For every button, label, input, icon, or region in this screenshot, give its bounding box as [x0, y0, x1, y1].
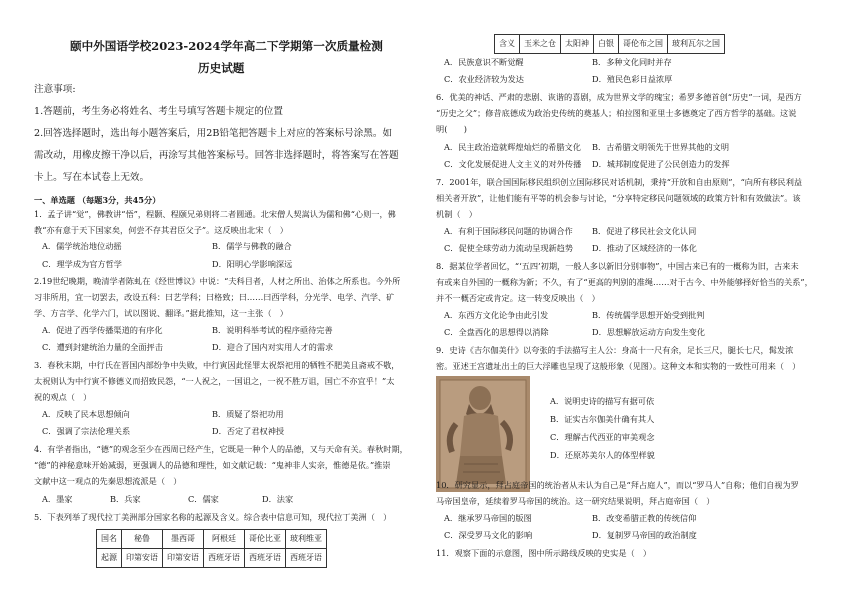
q7-option-c: C．促使全球劳动力流动呈现新趋势	[444, 243, 574, 253]
q1-line1: 1．孟子讲“觉”，佛教讲“悟”，程颢、程颐兄弟则将二者圆通。北宋僧人契嵩认为儒和佛“心则一，佛	[34, 209, 396, 219]
q10-option-c: C．深受罗马文化的影响	[444, 530, 533, 540]
q1-line2: 教“亦有意于天下国家矣，何尝不存其君臣父子”。这反映出北宋（ ）	[34, 225, 288, 235]
q4-option-d: D．法家	[262, 494, 294, 504]
q9-option-c: C．理解古代西亚的审美观念	[550, 432, 655, 442]
note-2-line1: 2.回答选择题时，选出每小题答案后，用2B铅笔把答题卡上对应的答案标号涂黑。如	[34, 128, 393, 139]
q3-option-b: B．质疑了祭祀功用	[212, 409, 284, 419]
q2-option-a: A．促进了西学传播渠道的有序化	[42, 325, 163, 335]
note-2-line3: 卡上。写在本试卷上无效。	[34, 172, 150, 183]
q4-line1: 4．有学者指出，“德”的观念至少在西周已经产生，它既是一种个人的品德，又与天命有关。春秋时期，	[34, 444, 408, 454]
q6-line1: 6．优美的神话、严肃的悲剧、诙谐的喜剧，成为世界文学的瑰宝；希罗多德首创“历史”一词，是西方	[436, 92, 802, 102]
table-cell: 西班牙语	[286, 549, 327, 568]
table-cell: 玻利瓦尔之国	[668, 35, 725, 54]
q3-line2: 太祝则认为中行寅不修德义而招致民怨，“一人祝之，一国诅之，一祝不胜万诅，国亡不亦宜乎！”太	[34, 376, 395, 386]
note-1: 1.答题前，考生务必将姓名、考生号填写答题卡规定的位置	[34, 106, 283, 117]
country-name-table	[96, 529, 327, 568]
q9-line1: 9．史诗《吉尔伽美什》以夸张的手法描写主人公：身高十一尺有余，足长三尺，腿长七尺，髯发浓	[436, 345, 794, 355]
q7-line2: 相关者开放”，让他们能有平等的机会参与讨论，“分享特定移民问题领域的政策方针和有效做法”。该	[436, 193, 801, 203]
q5-option-d: D．殖民色彩日益浓厚	[592, 74, 673, 84]
q1-option-c: C．理学成为官方哲学	[42, 259, 122, 269]
q2-option-b: B．说明科举考试的程序亟待完善	[212, 325, 333, 335]
q6-option-a: A．民主政治造就辉煌灿烂的希腊文化	[444, 142, 581, 152]
section-title: 一、单选题 （每题3分，共45分）	[34, 195, 161, 205]
table-cell: 国名	[97, 530, 122, 549]
q1-option-d: D．阳明心学影响深远	[212, 259, 293, 269]
q5-line1: 5．下表列举了现代拉丁美洲部分国家名称的起源及含义。综合表中信息可知，现代拉丁美洲（ ）	[34, 512, 392, 522]
q8-option-d: D．思想解放运动方向发生变化	[592, 327, 706, 337]
q8-option-a: A．东西方文化论争由此引发	[444, 310, 549, 320]
table-cell: 哥伦布之国	[619, 35, 668, 54]
q6-line3: 明( )	[436, 124, 467, 134]
table-row	[97, 530, 327, 549]
q4-line3: 文献中这一观点的先秦思想流派是（ ）	[34, 476, 182, 486]
q2-line2: 习非所用，宜一切罢去，改设五科：曰艺学科；曰格致；曰……曰西学科，分光学、电学、汽学、矿	[34, 292, 395, 302]
q10-option-a: A．继承罗马帝国的版图	[444, 513, 532, 523]
q8-line3: 并不一概否定或肯定。这一转变反映出（ ）	[436, 293, 600, 303]
table-row	[97, 549, 327, 568]
q9-option-a: A．说明史诗的描写有据可依	[550, 396, 655, 406]
q10-line1: 10．研究显示，拜占庭帝国的统治者从未认为自己是“拜占庭人”，而以“罗马人”自称；他们自视为罗	[436, 480, 799, 490]
q10-line2: 马帝国皇帝，延续着罗马帝国的统治。这一研究结果说明，拜占庭帝国（ ）	[436, 496, 715, 506]
q7-option-a: A．有利于国际移民问题的协调合作	[444, 226, 573, 236]
table-cell: 玉米之仓	[520, 35, 561, 54]
table-cell: 印第安语	[163, 549, 204, 568]
q7-option-b: B．促进了移民社会文化认同	[592, 226, 697, 236]
table-cell: 阿根廷	[204, 530, 245, 549]
table-cell: 西班牙语	[245, 549, 286, 568]
notes-heading: 注意事项:	[34, 84, 76, 95]
q4-option-c: C．儒家	[188, 494, 219, 504]
table-row	[495, 35, 725, 54]
q3-line3: 祝的观点（ ）	[34, 392, 92, 402]
q9-option-d: D．还原苏美尔人的体型样貌	[550, 450, 655, 460]
table-cell: 玻利维亚	[286, 530, 327, 549]
q2-line1: 2.19世纪晚期，晚清学者陈虬在《经世博议》中说：“夫科目者，人材之所出、治体之所系也。今外所	[34, 276, 401, 286]
q4-option-b: B．兵家	[110, 494, 141, 504]
table-cell: 哥伦比亚	[245, 530, 286, 549]
q4-line2: “德”的神秘意味开始减弱，更强调人的品德和理性，如文献记载：“鬼神非人实亲，惟德是依。”推崇	[34, 460, 391, 470]
q6-option-d: D．城邦制度促进了公民创造力的发挥	[592, 159, 730, 169]
q4-option-a: A．墨家	[42, 494, 73, 504]
q11-line1: 11．观察下面的示意图，图中所示路线反映的史实是（ ）	[436, 548, 652, 558]
table-cell: 白银	[594, 35, 619, 54]
q5-option-a: A．民族意识不断觉醒	[444, 57, 524, 67]
country-meaning-table	[494, 34, 725, 54]
q1-option-b: B．儒学与佛教的融合	[212, 241, 292, 251]
q3-line1: 3．春秋末期，中行氏在晋国内部纷争中失败，中行寅因此怪罪太祝祭祀用的牺牲不肥美且斋戒不敬，	[34, 360, 400, 370]
q6-option-c: C．文化发展促进人文主义的对外传播	[444, 159, 582, 169]
relief-carving-icon	[436, 376, 530, 492]
q8-line2: 有或来自外国的一概称为新；不久，有了“更高的判别的准绳……对于古今、中外能够择好恰当的关系”，	[436, 277, 813, 287]
q3-option-d: D．否定了君权神授	[212, 426, 285, 436]
q9-line2: 密。亚述王宫遗址出土的巨大浮雕也呈现了这般形象（见图）。这种文本和实物的一致性可用来（ ）	[436, 361, 801, 371]
q1-option-a: A．儒学统治地位动摇	[42, 241, 122, 251]
q6-line2: “历史之父”；修昔底德成为政治史传统的奠基人；柏拉图和亚里士多德奠定了西方哲学的基础。这说	[436, 108, 797, 118]
subject-title: 历史试题	[198, 61, 245, 75]
q7-line3: 机制（ ）	[436, 209, 477, 219]
table-cell: 印第安语	[122, 549, 163, 568]
table-cell: 西班牙语	[204, 549, 245, 568]
table-cell: 秘鲁	[122, 530, 163, 549]
q2-option-c: C．遭到封建统治力量的全面抨击	[42, 342, 163, 352]
relief-image	[436, 376, 530, 492]
q9-option-b: B．证实古尔伽美什确有其人	[550, 414, 655, 424]
table-cell: 起源	[97, 549, 122, 568]
q10-option-d: D．复制罗马帝国的政治制度	[592, 530, 697, 540]
q7-line1: 7．2001年，联合国国际移民组织创立国际移民对话机制，秉持“开放和自由原则”，“向所有移民利益	[436, 177, 803, 187]
q8-line1: 8．据某位学者回忆，“‘五四’初期，一般人多以新旧分别事物”，中国古来已有的一概称为旧，古来未	[436, 261, 799, 271]
q5-option-c: C．农业经济较为发达	[444, 74, 524, 84]
q3-option-c: C．强调了宗法伦理关系	[42, 426, 131, 436]
table-cell: 太阳神	[561, 35, 594, 54]
q8-option-c: C．全盘西化的思想得以消除	[444, 327, 549, 337]
q5-option-b: B．多种文化同时并存	[592, 57, 672, 67]
q10-option-b: B．改变希腊正教的传统信仰	[592, 513, 697, 523]
q2-option-d: D．迎合了国内对实用人才的需求	[212, 342, 334, 352]
q2-line3: 学、方言学、化学六门，试以图说、翻译。”据此推知，这一主张（ ）	[34, 308, 288, 318]
q8-option-b: B．传统儒学思想开始受到批判	[592, 310, 705, 320]
q7-option-d: D．推动了区域经济的一体化	[592, 243, 697, 253]
school-title: 颐中外国语学校2023-2024学年高二下学期第一次质量检测	[70, 39, 383, 53]
table-cell: 含义	[495, 35, 520, 54]
q6-option-b: B．古希腊文明领先于世界其他的文明	[592, 142, 730, 152]
note-2-line2: 需改动，用橡皮擦干净以后，再涂写其他答案标号。回答非选择题时，将答案写在答题	[34, 150, 399, 161]
table-cell: 墨西哥	[163, 530, 204, 549]
q3-option-a: A．反映了民本思想倾向	[42, 409, 130, 419]
